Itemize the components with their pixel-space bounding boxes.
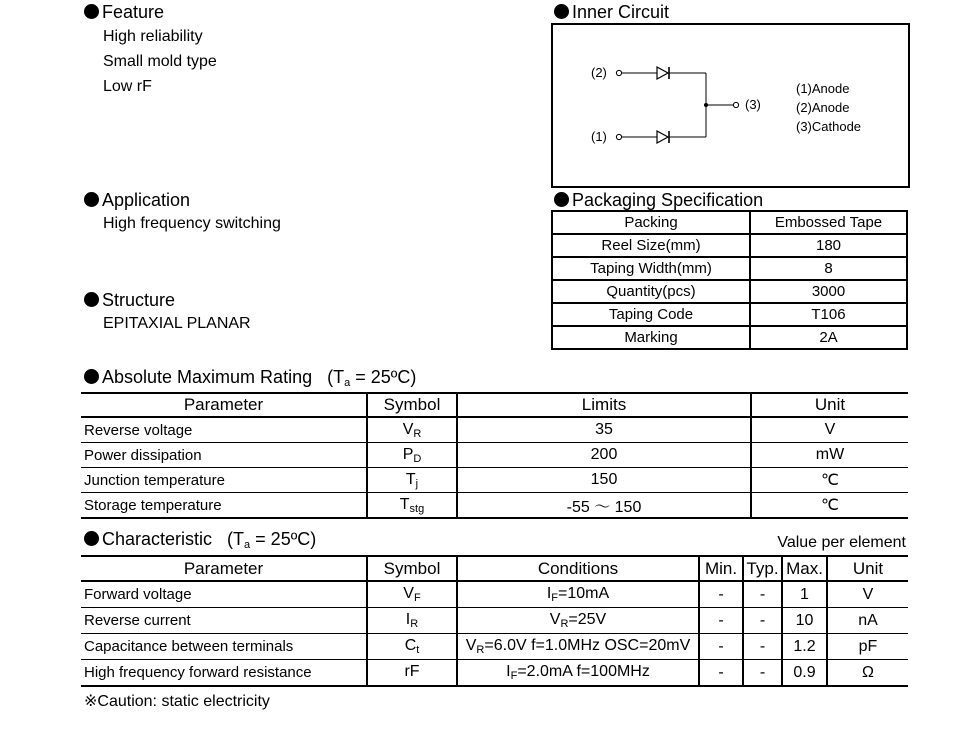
characteristic-condition: ($T_a$ = 25ºC)	[227, 529, 317, 551]
table-row: Marking 2A	[552, 326, 907, 349]
bullet-icon	[554, 4, 569, 19]
inner-circuit-heading: Inner Circuit	[554, 1, 669, 23]
abs-max-heading: Absolute Maximum Rating ($T_a$ = 25ºC)	[84, 366, 416, 394]
application-heading: Application	[84, 189, 190, 211]
pin2-terminal	[616, 70, 621, 75]
pin3-terminal	[733, 102, 738, 107]
packaging-table	[551, 210, 908, 350]
feature-heading: Feature	[84, 1, 164, 23]
bullet-icon	[554, 192, 569, 207]
diode-upper	[657, 67, 668, 79]
diode-lower	[657, 131, 668, 143]
table-header-row: Parameter Symbol Limits Unit	[81, 393, 908, 417]
table-row: Taping Code T106	[552, 303, 907, 326]
table-row: High frequency forward resistance rF $I_F=2.0mA$ f=100MHz - - 0.9 Ω	[81, 660, 908, 687]
table-row: Packing Embossed Tape	[552, 211, 907, 234]
table-row: Reverse current $I_R$ $V_R=25V$ - - 10 nA	[81, 608, 908, 634]
table-row: Quantity(pcs) 3000	[552, 280, 907, 303]
pin2-label: (2)	[591, 65, 607, 80]
bullet-icon	[84, 192, 99, 207]
table-row: Forward voltage $V_F$ $I_F=10mA$ - - 1 V	[81, 581, 908, 608]
pin-legend: (1)Anode (2)Anode (3)Cathode	[796, 81, 862, 134]
packaging-heading: Packaging Specification	[554, 189, 763, 211]
feature-item: High reliability	[103, 28, 203, 45]
table-row: Reel Size(mm) 180	[552, 234, 907, 257]
table-row: Power dissipation $P_D$ 200 mW	[81, 443, 908, 468]
application-item: High frequency switching	[103, 215, 281, 232]
characteristic-table	[81, 555, 908, 687]
pin3-label: (3)	[745, 97, 761, 112]
table-row: Taping Width(mm) 8	[552, 257, 907, 280]
value-per-element-note: Value per element	[777, 534, 906, 551]
abs-max-condition: ($T_a$ = 25ºC)	[327, 367, 417, 389]
bullet-icon	[84, 369, 99, 384]
structure-heading: Structure	[84, 289, 175, 311]
caution-note: ※Caution: static electricity	[84, 693, 270, 710]
pin1-label: (1)	[591, 129, 607, 144]
pin1-terminal	[616, 134, 621, 139]
bullet-icon	[84, 292, 99, 307]
inner-circuit-diagram	[551, 23, 910, 188]
table-row: Capacitance between terminals $C_t$ $V_R=6.0V$ f=1.0MHz OSC=20mV - - 1.2 pF	[81, 634, 908, 660]
structure-item: EPITAXIAL PLANAR	[103, 315, 251, 332]
abs-max-table	[81, 392, 908, 519]
table-row: Reverse voltage $V_R$ 35 V	[81, 417, 908, 443]
feature-item: Low rF	[103, 78, 152, 95]
table-row: Storage temperature $T_{stg}$ -55 ～ 150 ℃	[81, 493, 908, 519]
feature-item: Small mold type	[103, 53, 217, 70]
characteristic-heading: Characteristic ($T_a$ = 25ºC)	[84, 528, 316, 556]
bullet-icon	[84, 531, 99, 546]
bullet-icon	[84, 4, 99, 19]
table-header-row: Parameter Symbol Conditions Min. Typ. Max. Unit	[81, 556, 908, 581]
table-row: Junction temperature $T_j$ 150 ℃	[81, 468, 908, 493]
